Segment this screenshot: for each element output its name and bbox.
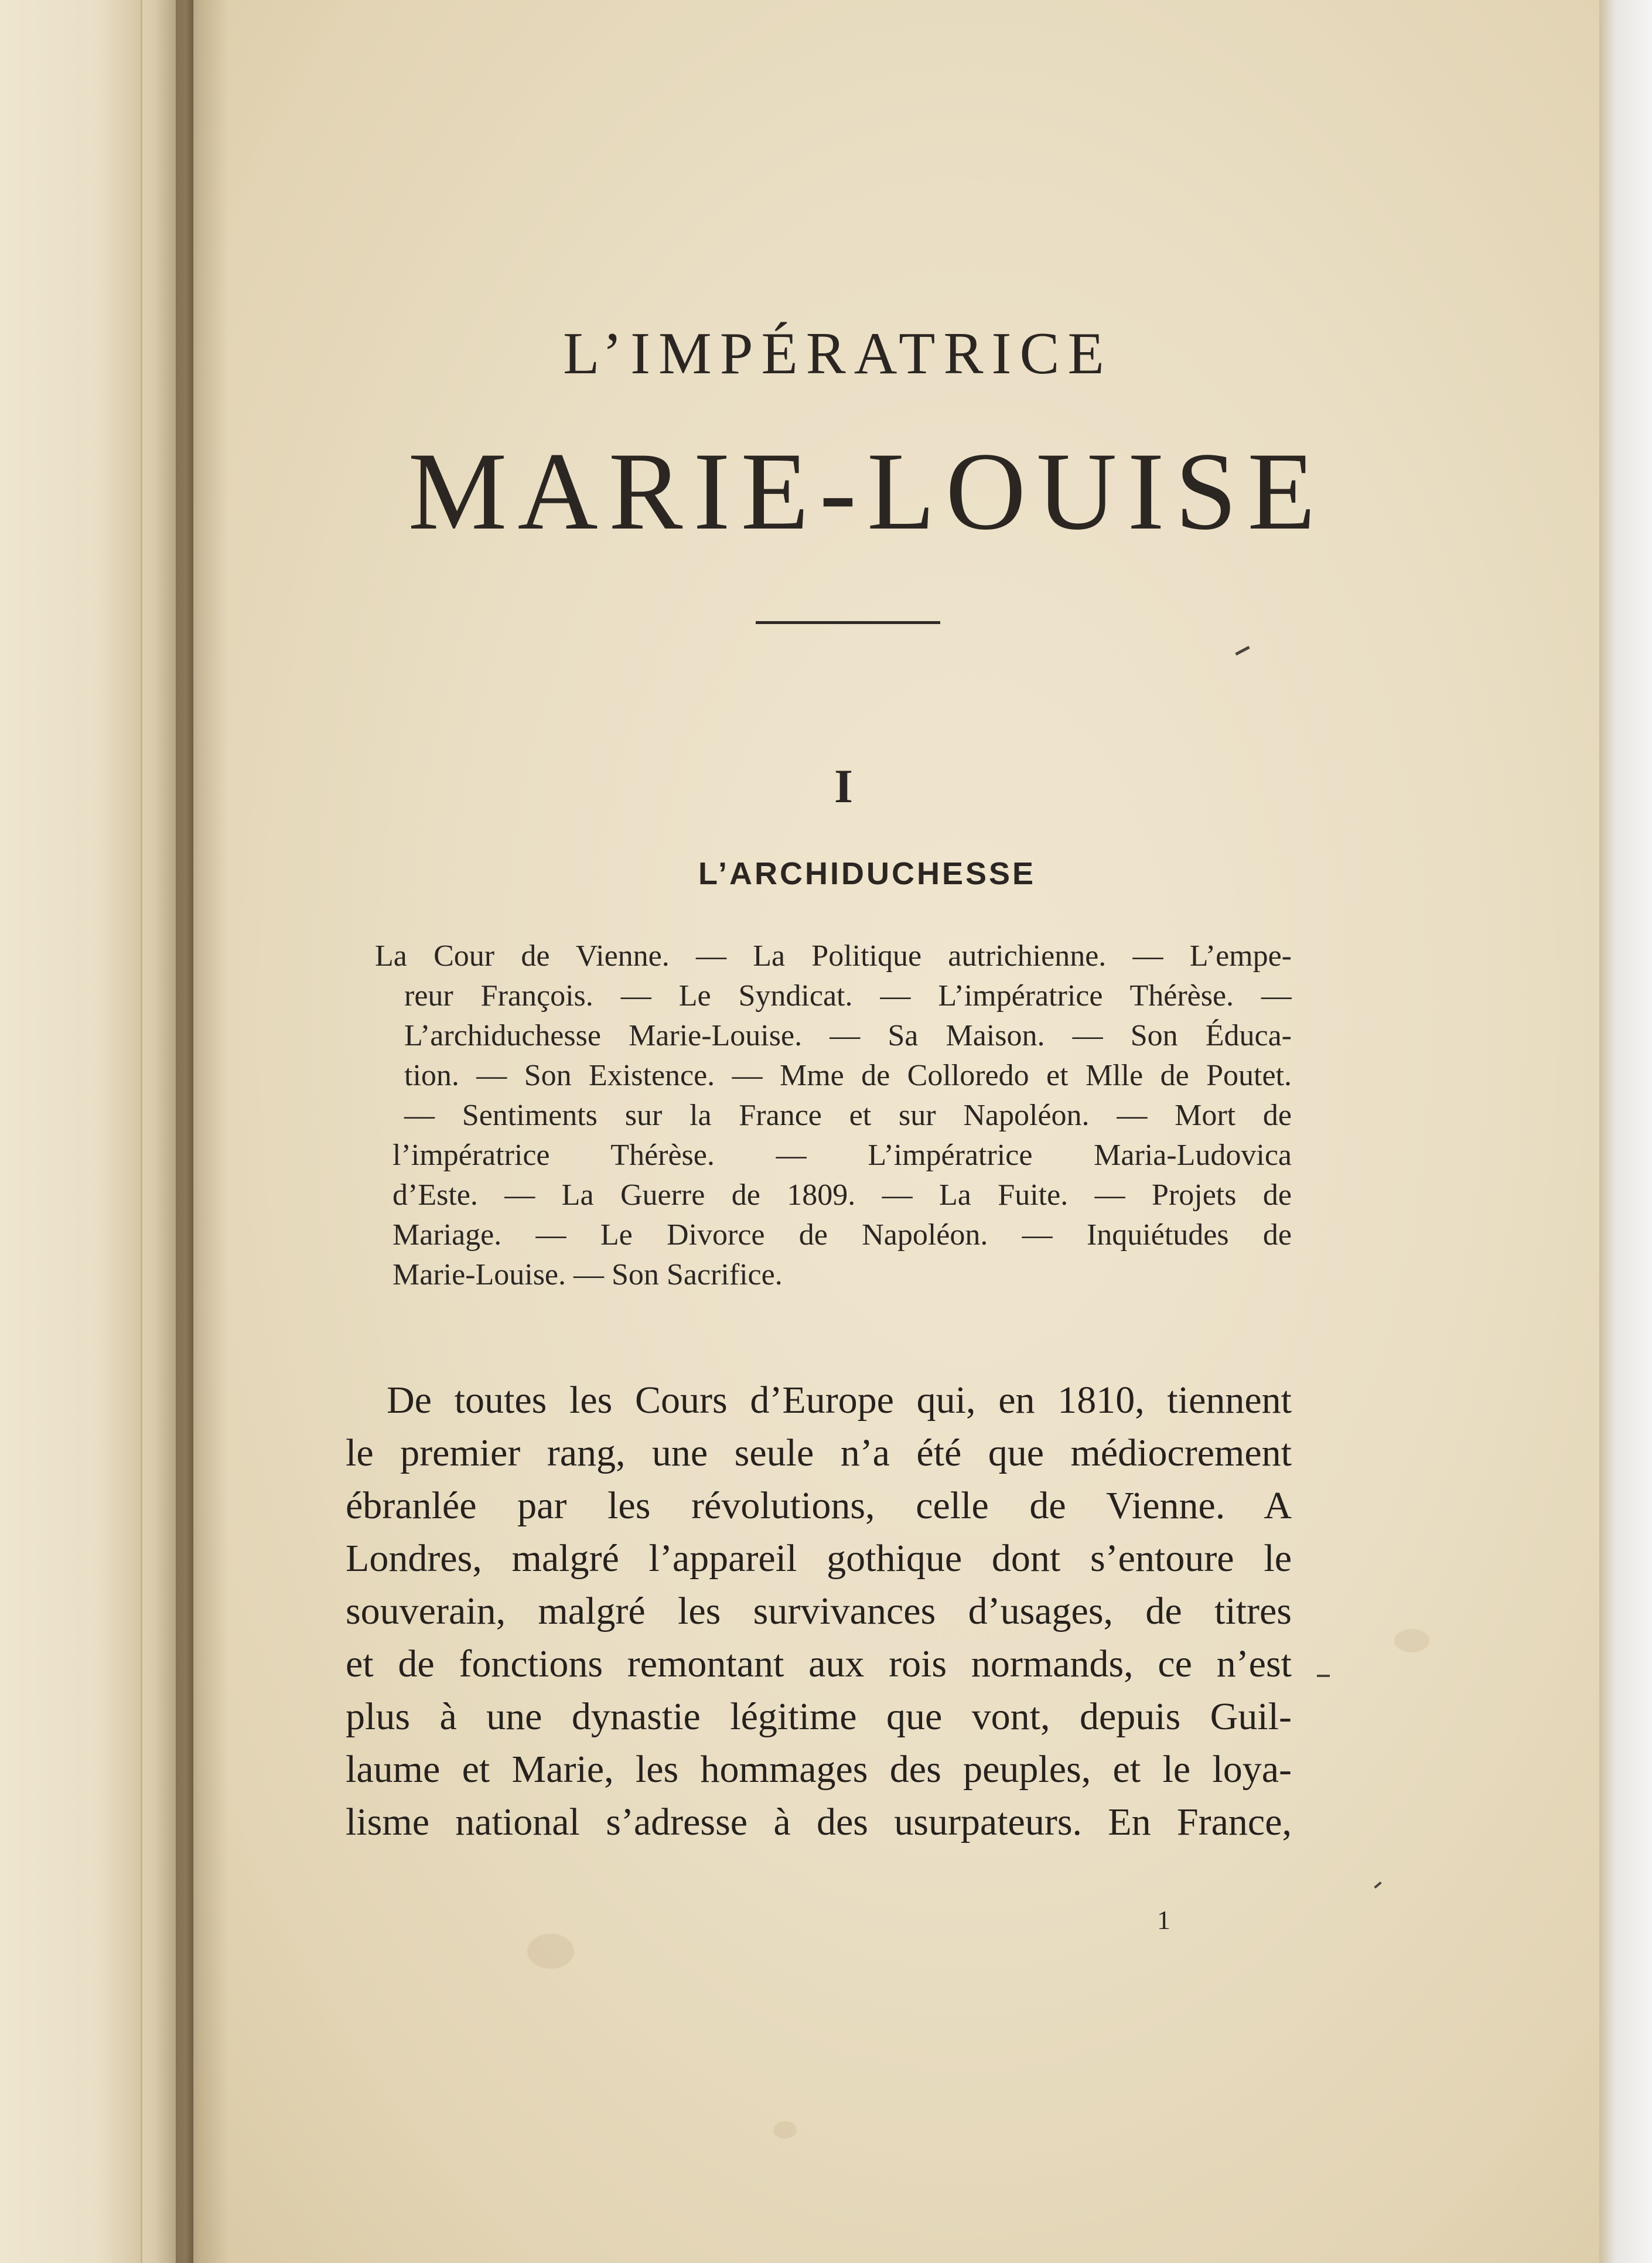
body-line: laume et Marie, les hommages des peuples, et le loya- xyxy=(346,1748,1292,1791)
summary-line: — Sentiments sur la France et sur Napoléon. — Mort de xyxy=(404,1099,1292,1132)
summary-line: L’archiduchesse Marie-Louise. — Sa Maison. — Son Éduca- xyxy=(404,1019,1292,1052)
body-line: Londres, malgré l’appareil gothique dont s’entoure le xyxy=(346,1537,1292,1580)
body-paragraph xyxy=(346,1374,1292,1849)
body-line: souverain, malgré les survivances d’usages, de titres xyxy=(346,1590,1292,1633)
title-line-1: L’IMPÉRATRICE xyxy=(563,321,1112,387)
chapter-summary xyxy=(375,936,1292,1295)
title-line-2: MARIE-LOUISE xyxy=(408,430,1326,553)
paper-spot xyxy=(773,2121,797,2139)
summary-line: reur François. — Le Syndicat. — L’impératrice Thérèse. — xyxy=(404,979,1292,1013)
body-line: le premier rang, une seule n’a été que médiocrement xyxy=(346,1432,1292,1474)
summary-line: tion. — Son Existence. — Mme de Colloredo et Mlle de Poutet. xyxy=(404,1059,1292,1092)
paper-spot xyxy=(1394,1629,1429,1652)
body-line: plus à une dynastie légitime que vont, depuis Guil- xyxy=(346,1695,1292,1738)
body-line: De toutes les Cours d’Europe qui, en 1810, tiennent xyxy=(387,1379,1292,1422)
summary-line: La Cour de Vienne. — La Politique autrichienne. — L’empe- xyxy=(375,939,1292,973)
ink-mark xyxy=(1317,1675,1330,1677)
body-line: ébranlée par les révolutions, celle de Vienne. A xyxy=(346,1484,1292,1527)
body-line: lisme national s’adresse à des usurpateurs. En France, xyxy=(346,1801,1292,1843)
summary-line: Mariage. — Le Divorce de Napoléon. — Inquiétudes de xyxy=(392,1218,1292,1252)
title-divider xyxy=(756,621,940,624)
chapter-number: I xyxy=(834,759,853,813)
summary-line: d’Este. — La Guerre de 1809. — La Fuite. — Projets de xyxy=(392,1178,1292,1212)
body-line: et de fonctions remontant aux rois normands, ce n’est xyxy=(346,1642,1292,1685)
paper-spot xyxy=(527,1934,574,1969)
summary-line: Marie-Louise. — Son Sacrifice. xyxy=(392,1258,783,1291)
chapter-title: L’ARCHIDUCHESSE xyxy=(698,856,1036,891)
page-number: 1 xyxy=(1157,1905,1170,1935)
summary-line: l’impératrice Thérèse. — L’impératrice Maria-Ludovica xyxy=(392,1139,1292,1172)
